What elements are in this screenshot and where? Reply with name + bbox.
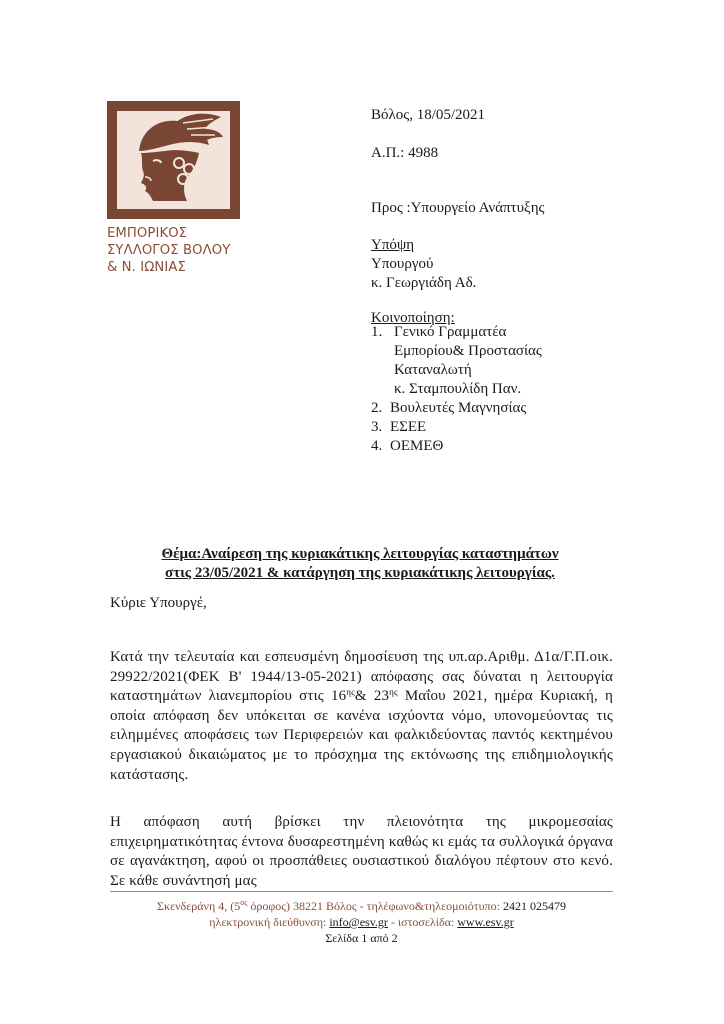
phone-number: 2421 025479 bbox=[502, 899, 566, 913]
body-paragraph-1: Κατά την τελευταία και εσπευσμένη δημοσίευση της υπ.αρ.Αριθμ. Δ1α/Γ.Π.οικ. 29922/2021(ΦΕΚ Β' 1944/13-05-2021) απόφασης σας δύναται η λειτουργία καταστημάτων λιανεμπορίου στις $16^{\eta\varsigma}\&$ $23^{\eta\varsigma}$ Μαΐου 2021, ημέρα Κυριακή, η οποία απόφαση δεν υπόκειται σε κανένα ισχύοντα νόμο, υπονομεύοντας τις ειλημμένες αποφάσεις των Περιφερειών και φαλκιδεύοντας παντός κεκτημένου εργασιακού δικαιώματος με το πρόσχημα της εκτόνωσης της επιδημιολογικής κατάστασης. bbox=[110, 649, 613, 783]
subject bbox=[110, 545, 610, 582]
body-paragraph-2: Η απόφαση αυτή βρίσκει την πλειονότητα της μικρομεσαίας επιχειρηματικότητας έντονα δυσαρεστημένη καθώς κι εμάς τα συλλογικά όργανα σε αγανάκτηση, αφού οι προσπάθειες ουσιαστικού διαλόγου πέφτουν στο κενό. Σε κάθε συνάντησή μας bbox=[110, 814, 613, 889]
greeting: Κύριε Υπουργέ, bbox=[110, 595, 207, 611]
footer-contact: ηλεκτρονική διεύθυνση: info@esv.gr - ιστοσελίδα: www.esv.gr bbox=[209, 915, 514, 929]
logo-line-1: ΕΜΠΟΡΙΚΟΣ bbox=[107, 226, 188, 241]
page-number: Σελίδα 1 από 2 bbox=[325, 931, 398, 945]
cc-list bbox=[371, 323, 542, 456]
attention-label: Υπόψη bbox=[371, 237, 415, 253]
website-link[interactable]: www.esv.gr bbox=[457, 915, 514, 929]
attention-line-2: κ. Γεωργιάδη Αδ. bbox=[371, 275, 477, 291]
protocol-number: Α.Π.: 4988 bbox=[371, 145, 439, 161]
cc-item: 3. ΕΣΕΕ bbox=[371, 419, 427, 435]
subject-line-1: Θέμα:Αναίρεση της κυριακάτικης λειτουργίας καταστημάτων bbox=[161, 546, 559, 562]
recipient: Προς :Υπουργείο Ανάπτυξης bbox=[371, 200, 545, 216]
place-date: Βόλος, 18/05/2021 bbox=[371, 107, 486, 123]
cc-item: 1. Γενικό Γραμματέα bbox=[371, 324, 507, 340]
cc-item-line: κ. Σταμπουλίδη Παν. bbox=[394, 381, 522, 397]
cc-item: 4. ΟΕΜΕΘ bbox=[371, 438, 444, 454]
cc-label: Κοινοποίηση: bbox=[371, 310, 455, 326]
logo-frame bbox=[107, 101, 240, 219]
footer-address: Σκενδεράνη 4, ($5^{o\varsigma}$ όροφος) 38221 Βόλος - τηλέφωνο&τηλεομοιότυπο: 2421 025479 bbox=[157, 898, 566, 913]
cc-item-line: Καταναλωτή bbox=[394, 362, 472, 378]
cc-item-line: Εμπορίου& Προστασίας bbox=[394, 343, 542, 359]
subject-line-2: στις 23/05/2021 & κατάργηση της κυριακάτικης λειτουργίας. bbox=[165, 564, 555, 581]
cc-item: 2. Βουλευτές Μαγνησίας bbox=[371, 400, 527, 416]
logo-line-3: & Ν. ΙΩΝΙΑΣ bbox=[107, 260, 186, 275]
logo-line-2: ΣΥΛΛΟΓΟΣ ΒΟΛΟΥ bbox=[107, 243, 231, 258]
page-footer bbox=[110, 891, 613, 946]
logo-text bbox=[107, 225, 242, 276]
attention-line-1: Υπουργού bbox=[371, 256, 434, 272]
email-link[interactable]: info@esv.gr bbox=[329, 915, 388, 929]
association-logo bbox=[107, 101, 242, 276]
hermes-head-icon bbox=[117, 111, 230, 209]
